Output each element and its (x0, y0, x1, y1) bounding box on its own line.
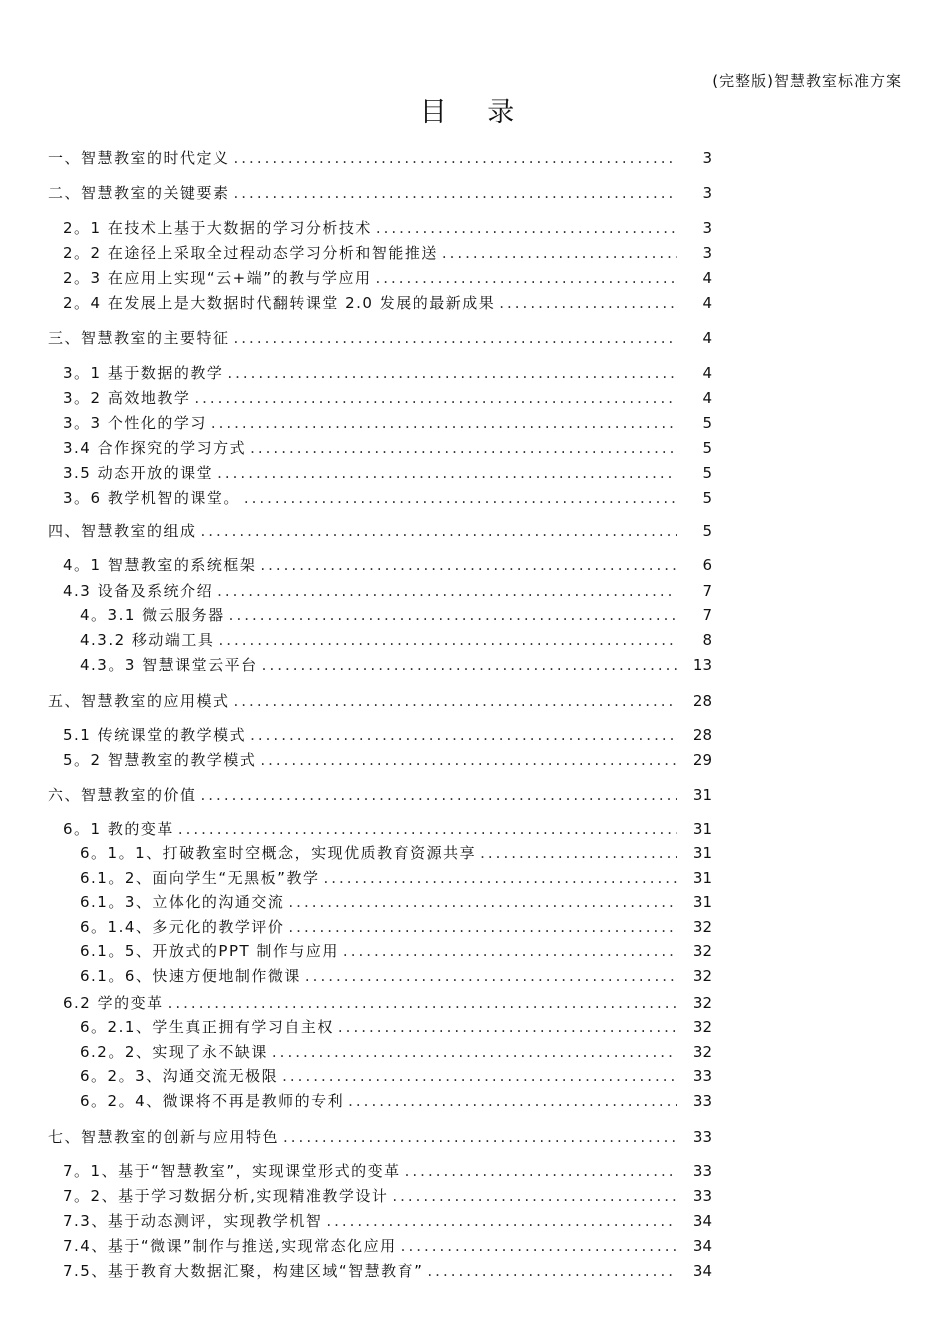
toc-entry-label: 3.4 合作探究的学习方式 (63, 439, 247, 457)
toc-entry[interactable] (63, 1261, 712, 1281)
toc-entry[interactable] (80, 630, 712, 650)
toc-entry-page-number: 5 (702, 489, 712, 507)
toc-leader-dots (201, 785, 677, 805)
toc-entry-label: 3。6 教学机智的课堂。 (63, 489, 240, 507)
toc-entry-label: 6。2。4、微课将不再是教师的专利 (80, 1092, 345, 1110)
toc-leader-dots (217, 581, 677, 601)
toc-entry-page-number: 33 (692, 1187, 712, 1205)
toc-leader-dots (234, 691, 677, 711)
toc-leader-dots (427, 1261, 677, 1281)
toc-entry-label: 6。1 教的变革 (63, 820, 174, 838)
toc-entry-label: 2。1 在技术上基于大数据的学习分析技术 (63, 219, 372, 237)
toc-entry-label: 5.1 传统课堂的教学模式 (63, 726, 247, 744)
toc-entry[interactable] (63, 1161, 712, 1181)
toc-leader-dots (283, 1127, 677, 1147)
toc-entry-label: 6.1。2、面向学生“无黑板”教学 (80, 869, 320, 887)
toc-entry-page-number: 4 (702, 329, 712, 347)
toc-entry-label: 6.1。3、立体化的沟通交流 (80, 893, 285, 911)
toc-entry[interactable] (80, 1042, 712, 1062)
toc-entry-label: 3。1 基于数据的教学 (63, 364, 224, 382)
toc-entry-label: 6.2 学的变革 (63, 994, 164, 1012)
toc-entry-label: 六、智慧教室的价值 (48, 786, 197, 804)
toc-entry[interactable] (80, 1017, 712, 1037)
toc-entry[interactable] (80, 1066, 712, 1086)
toc-title: 目 录 (419, 97, 531, 128)
toc-entry-label: 3.5 动态开放的课堂 (63, 464, 214, 482)
toc-entry-page-number: 32 (692, 918, 712, 936)
toc-entry-label: 6.1。6、快速方便地制作微课 (80, 967, 301, 985)
toc-entry-page-number: 7 (702, 606, 712, 624)
toc-entry-page-number: 33 (692, 1092, 712, 1110)
toc-entry[interactable] (80, 868, 712, 888)
toc-leader-dots (211, 413, 677, 433)
toc-entry[interactable] (63, 388, 712, 408)
toc-leader-dots (218, 630, 677, 650)
toc-leader-dots (392, 1186, 677, 1206)
toc-leader-dots (250, 725, 677, 745)
toc-entry-page-number: 34 (692, 1262, 712, 1280)
toc-entry-label: 6。2.1、学生真正拥有学习自主权 (80, 1018, 334, 1036)
toc-leader-dots (338, 1017, 677, 1037)
toc-entry-page-number: 5 (702, 464, 712, 482)
toc-entry[interactable] (48, 521, 712, 541)
toc-leader-dots (260, 555, 677, 575)
toc-entry[interactable] (80, 843, 712, 863)
toc-entry[interactable] (63, 725, 712, 745)
toc-leader-dots (442, 243, 677, 263)
toc-leader-dots (480, 843, 677, 863)
toc-leader-dots (234, 183, 677, 203)
toc-entry[interactable] (80, 655, 712, 675)
toc-entry-label: 五、智慧教室的应用模式 (48, 692, 230, 710)
toc-entry-page-number: 28 (692, 726, 712, 744)
toc-entry-label: 3。2 高效地教学 (63, 389, 191, 407)
toc-leader-dots (234, 328, 677, 348)
toc-entry-label: 2。2 在途径上采取全过程动态学习分析和智能推送 (63, 244, 438, 262)
toc-entry-page-number: 32 (692, 942, 712, 960)
toc-leader-dots (401, 1236, 677, 1256)
toc-entry-label: 6。2。3、沟通交流无极限 (80, 1067, 279, 1085)
toc-entry[interactable] (48, 1127, 712, 1147)
toc-leader-dots (244, 488, 677, 508)
toc-leader-dots (405, 1161, 677, 1181)
toc-entry-label: 5。2 智慧教室的教学模式 (63, 751, 257, 769)
toc-entry-page-number: 3 (702, 149, 712, 167)
toc-entry-page-number: 33 (692, 1162, 712, 1180)
document-header-label: (完整版)智慧教室标准方案 (712, 72, 902, 90)
toc-entry[interactable] (80, 605, 712, 625)
toc-entry[interactable] (63, 463, 712, 483)
toc-entry[interactable] (63, 488, 712, 508)
toc-entry-page-number: 33 (692, 1067, 712, 1085)
toc-entry-label: 6。1。1、打破教室时空概念，实现优质教育资源共享 (80, 844, 477, 862)
toc-entry-page-number: 34 (692, 1237, 712, 1255)
toc-entry[interactable] (80, 941, 712, 961)
toc-entry-label: 4。3.1 微云服务器 (80, 606, 225, 624)
toc-leader-dots (194, 388, 677, 408)
toc-entry-page-number: 32 (692, 967, 712, 985)
toc-entry[interactable] (63, 1186, 712, 1206)
toc-entry[interactable] (48, 328, 712, 348)
toc-leader-dots (375, 268, 677, 288)
toc-entry-page-number: 31 (692, 869, 712, 887)
toc-entry[interactable] (63, 243, 712, 263)
toc-entry[interactable] (48, 691, 712, 711)
toc-entry-page-number: 32 (692, 1018, 712, 1036)
toc-leader-dots (217, 463, 677, 483)
toc-entry[interactable] (63, 438, 712, 458)
toc-leader-dots (343, 941, 677, 961)
toc-entry-page-number: 4 (702, 269, 712, 287)
toc-entry-label: 4.3 设备及系统介绍 (63, 582, 214, 600)
toc-entry[interactable] (63, 555, 712, 575)
toc-entry-label: 一、智慧教室的时代定义 (48, 149, 230, 167)
toc-entry-page-number: 33 (692, 1128, 712, 1146)
toc-entry[interactable] (48, 148, 712, 168)
toc-entry[interactable] (63, 268, 712, 288)
toc-entry-label: 二、智慧教室的关键要素 (48, 184, 230, 202)
toc-leader-dots (262, 655, 677, 675)
toc-entry-label: 6.2。2、实现了永不缺课 (80, 1043, 268, 1061)
toc-entry-page-number: 31 (692, 786, 712, 804)
toc-entry-page-number: 32 (692, 994, 712, 1012)
toc-entry-label: 4.3.2 移动端工具 (80, 631, 215, 649)
toc-entry-page-number: 31 (692, 893, 712, 911)
toc-leader-dots (229, 605, 677, 625)
toc-entry-page-number: 13 (692, 656, 712, 674)
toc-entry-page-number: 34 (692, 1212, 712, 1230)
toc-entry-label: 6。1.4、多元化的教学评价 (80, 918, 285, 936)
toc-entry-page-number: 4 (702, 364, 712, 382)
toc-entry-page-number: 5 (702, 414, 712, 432)
toc-entry-page-number: 31 (692, 844, 712, 862)
toc-entry-page-number: 28 (692, 692, 712, 710)
toc-leader-dots (282, 1066, 677, 1086)
toc-entry[interactable] (63, 218, 712, 238)
toc-leader-dots (227, 363, 677, 383)
toc-leader-dots (305, 966, 677, 986)
toc-entry-label: 七、智慧教室的创新与应用特色 (48, 1128, 280, 1146)
toc-entry-label: 7。2、基于学习数据分析,实现精准教学设计 (63, 1187, 389, 1205)
toc-entry[interactable] (63, 993, 712, 1013)
toc-entry-label: 2。3 在应用上实现“云+端”的教与学应用 (63, 269, 372, 287)
toc-entry[interactable] (63, 363, 712, 383)
toc-entry-page-number: 3 (702, 244, 712, 262)
toc-leader-dots (234, 148, 677, 168)
toc-leader-dots (201, 521, 677, 541)
toc-entry-label: 7.4、基于“微课”制作与推送,实现常态化应用 (63, 1237, 397, 1255)
toc-leader-dots (348, 1091, 677, 1111)
toc-entry[interactable] (63, 750, 712, 770)
toc-entry-page-number: 4 (702, 294, 712, 312)
toc-entry-label: 7.3、基于动态测评，实现教学机智 (63, 1212, 323, 1230)
toc-entry-page-number: 7 (702, 582, 712, 600)
toc-entry[interactable] (48, 183, 712, 203)
toc-leader-dots (178, 819, 677, 839)
toc-entry[interactable] (80, 1091, 712, 1111)
toc-entry-page-number: 4 (702, 389, 712, 407)
toc-entry-label: 四、智慧教室的组成 (48, 522, 197, 540)
toc-entry[interactable] (63, 1211, 712, 1231)
toc-entry[interactable] (80, 892, 712, 912)
toc-entry[interactable] (80, 917, 712, 937)
toc-entry[interactable] (63, 293, 712, 313)
toc-leader-dots (272, 1042, 677, 1062)
toc-entry-page-number: 5 (702, 522, 712, 540)
toc-entry-page-number: 29 (692, 751, 712, 769)
toc-leader-dots (499, 293, 677, 313)
toc-entry[interactable] (63, 1236, 712, 1256)
toc-leader-dots (326, 1211, 677, 1231)
toc-entry-label: 3。3 个性化的学习 (63, 414, 207, 432)
toc-leader-dots (288, 917, 677, 937)
toc-entry[interactable] (63, 819, 712, 839)
toc-entry-page-number: 6 (702, 556, 712, 574)
toc-entry-label: 4。1 智慧教室的系统框架 (63, 556, 257, 574)
toc-entry-label: 2。4 在发展上是大数据时代翻转课堂 2.0 发展的最新成果 (63, 294, 496, 312)
toc-entry-page-number: 3 (702, 219, 712, 237)
toc-entry-label: 4.3。3 智慧课堂云平台 (80, 656, 258, 674)
toc-entry[interactable] (80, 966, 712, 986)
toc-entry-page-number: 31 (692, 820, 712, 838)
toc-entry-page-number: 32 (692, 1043, 712, 1061)
toc-leader-dots (288, 892, 677, 912)
toc-entry[interactable] (48, 785, 712, 805)
toc-entry-page-number: 5 (702, 439, 712, 457)
toc-entry-page-number: 8 (702, 631, 712, 649)
toc-leader-dots (168, 993, 677, 1013)
toc-entry-label: 三、智慧教室的主要特征 (48, 329, 230, 347)
toc-entry-label: 7.5、基于教育大数据汇聚，构建区域“智慧教育” (63, 1262, 424, 1280)
toc-leader-dots (260, 750, 677, 770)
toc-leader-dots (250, 438, 677, 458)
toc-entry-label: 6.1。5、开放式的PPT 制作与应用 (80, 942, 339, 960)
toc-entry[interactable] (63, 413, 712, 433)
toc-leader-dots (323, 868, 677, 888)
toc-entry-page-number: 3 (702, 184, 712, 202)
toc-leader-dots (376, 218, 677, 238)
toc-entry[interactable] (63, 581, 712, 601)
toc-entry-label: 7。1、基于“智慧教室”，实现课堂形式的变革 (63, 1162, 401, 1180)
